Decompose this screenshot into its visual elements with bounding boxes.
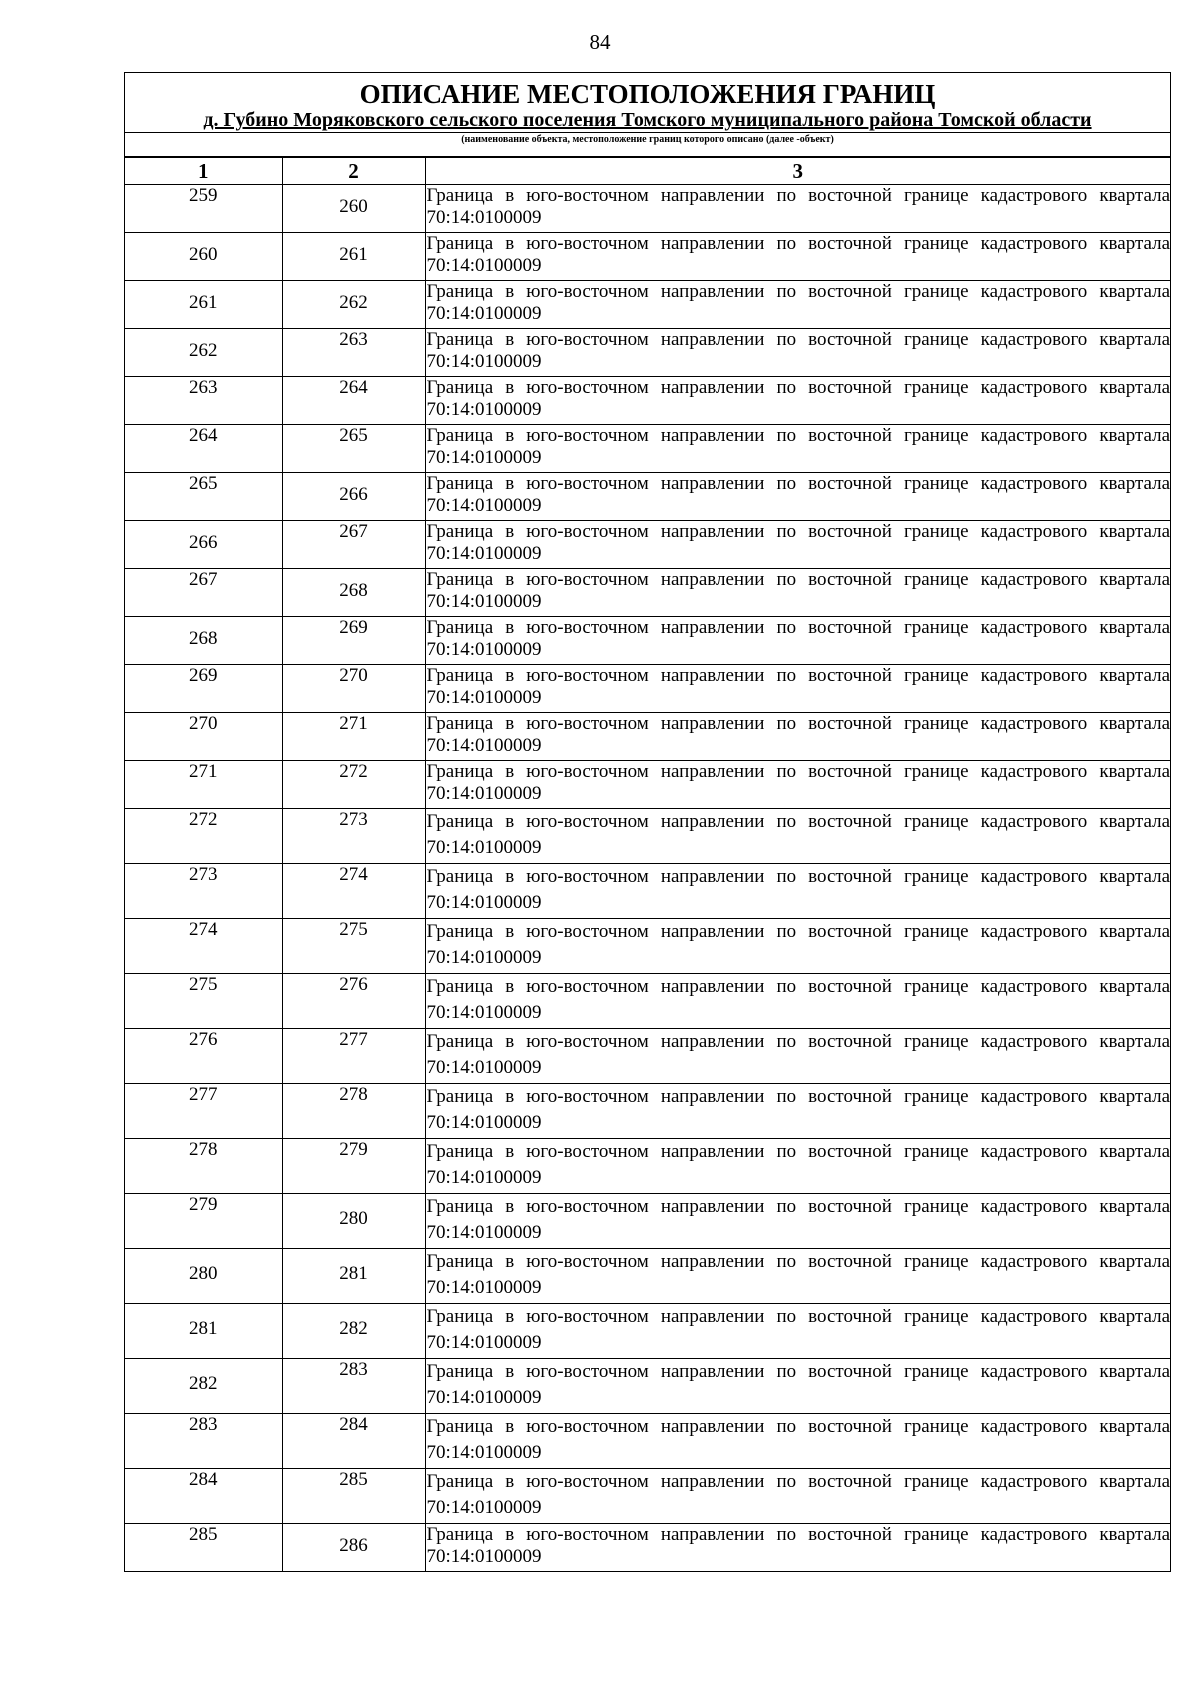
point-to-cell: [282, 1194, 425, 1249]
point-to: 264: [339, 377, 368, 398]
table-row: [125, 665, 1170, 713]
boundary-description-cell: [425, 1029, 1170, 1084]
cadastral-quarter-number: 70:14:0100009: [426, 543, 542, 564]
point-to: 277: [339, 1029, 368, 1050]
point-to-cell: [282, 665, 425, 713]
table-row: [125, 281, 1170, 329]
boundary-description-text: Граница в юго-восточном направлении по восточной границе кадастрового квартала: [426, 425, 1170, 446]
point-to-cell: [282, 617, 425, 665]
point-from-cell: [125, 713, 282, 761]
boundary-description-text: Граница в юго-восточном направлении по восточной границе кадастрового квартала: [426, 1196, 1170, 1217]
boundary-description-cell: [425, 1194, 1170, 1249]
boundary-description-text: Граница в юго-восточном направлении по восточной границе кадастрового квартала: [426, 713, 1170, 734]
table-row: [125, 809, 1170, 864]
boundary-description-cell: [425, 1139, 1170, 1194]
boundary-description-text: Граница в юго-восточном направлении по восточной границе кадастрового квартала: [426, 1524, 1170, 1545]
point-to: 282: [339, 1318, 368, 1339]
boundary-description-cell: [425, 1304, 1170, 1359]
cadastral-quarter-number: 70:14:0100009: [426, 687, 542, 708]
cadastral-quarter-number: 70:14:0100009: [426, 639, 542, 660]
boundary-description-cell: [425, 281, 1170, 329]
table-row: [125, 1029, 1170, 1084]
boundary-description-text: Граница в юго-восточном направлении по восточной границе кадастрового квартала: [426, 1471, 1170, 1492]
point-to: 284: [339, 1414, 368, 1435]
boundary-description-cell: [425, 713, 1170, 761]
boundary-description-cell: [425, 1359, 1170, 1414]
point-from: 281: [189, 1318, 218, 1339]
table-row: [125, 473, 1170, 521]
point-from-cell: [125, 233, 282, 281]
object-name: д. Губино Моряковского сельского поселения Томского муниципального района Томской области: [125, 109, 1170, 133]
point-from: 285: [189, 1524, 218, 1545]
point-from-cell: [125, 281, 282, 329]
point-from: 271: [189, 761, 218, 782]
boundary-description-text: Граница в юго-восточном направлении по восточной границе кадастрового квартала: [426, 185, 1170, 206]
point-from: 275: [189, 974, 218, 995]
point-to-cell: [282, 761, 425, 809]
cadastral-quarter-number: 70:14:0100009: [426, 495, 542, 516]
cadastral-quarter-number: 70:14:0100009: [426, 1497, 542, 1518]
point-to: 283: [339, 1359, 368, 1380]
cadastral-quarter-number: 70:14:0100009: [426, 735, 542, 756]
table-row: [125, 1524, 1170, 1572]
point-from: 269: [189, 665, 218, 686]
boundary-description-cell: [425, 425, 1170, 473]
boundary-description-cell: [425, 1469, 1170, 1524]
cadastral-quarter-number: 70:14:0100009: [426, 1332, 542, 1353]
point-from: 282: [189, 1373, 218, 1394]
boundary-description-cell: [425, 329, 1170, 377]
point-to: 270: [339, 665, 368, 686]
table-row: [125, 761, 1170, 809]
cadastral-quarter-number: 70:14:0100009: [426, 1222, 542, 1243]
point-to-cell: [282, 329, 425, 377]
point-to-cell: [282, 473, 425, 521]
boundary-description-cell: [425, 974, 1170, 1029]
cadastral-quarter-number: 70:14:0100009: [426, 1546, 542, 1567]
point-to-cell: [282, 1084, 425, 1139]
boundary-description-text: Граница в юго-восточном направлении по восточной границе кадастрового квартала: [426, 976, 1170, 997]
point-from-cell: [125, 665, 282, 713]
boundary-description-cell: [425, 864, 1170, 919]
boundary-description-text: Граница в юго-восточном направлении по восточной границе кадастрового квартала: [426, 811, 1170, 832]
cadastral-quarter-number: 70:14:0100009: [426, 947, 542, 968]
table-row: [125, 569, 1170, 617]
point-from-cell: [125, 617, 282, 665]
boundary-description-cell: [425, 809, 1170, 864]
boundary-description-cell: [425, 617, 1170, 665]
table-row: [125, 1304, 1170, 1359]
table-row: [125, 1249, 1170, 1304]
point-from: 261: [189, 292, 218, 313]
boundary-description-text: Граница в юго-восточном направлении по восточной границе кадастрового квартала: [426, 1141, 1170, 1162]
table-row: [125, 919, 1170, 974]
point-from: 265: [189, 473, 218, 494]
boundary-description-text: Граница в юго-восточном направлении по восточной границе кадастрового квартала: [426, 329, 1170, 350]
column-header-2: 2: [282, 158, 425, 185]
cadastral-quarter-number: 70:14:0100009: [426, 892, 542, 913]
point-from-cell: [125, 1469, 282, 1524]
point-to: 263: [339, 329, 368, 350]
table-row: [125, 713, 1170, 761]
table-row: [125, 425, 1170, 473]
point-from-cell: [125, 1139, 282, 1194]
point-to: 276: [339, 974, 368, 995]
cadastral-quarter-number: 70:14:0100009: [426, 303, 542, 324]
point-to: 261: [339, 244, 368, 265]
boundary-table: [125, 157, 1170, 1571]
point-to-cell: [282, 377, 425, 425]
point-to-cell: [282, 233, 425, 281]
cadastral-quarter-number: 70:14:0100009: [426, 1112, 542, 1133]
point-to-cell: [282, 1139, 425, 1194]
point-from: 266: [189, 532, 218, 553]
point-from-cell: [125, 1084, 282, 1139]
cadastral-quarter-number: 70:14:0100009: [426, 399, 542, 420]
boundary-description-cell: [425, 1414, 1170, 1469]
boundary-description-text: Граница в юго-восточном направлении по восточной границе кадастрового квартала: [426, 1416, 1170, 1437]
boundary-description-text: Граница в юго-восточном направлении по восточной границе кадастрового квартала: [426, 1361, 1170, 1382]
boundary-description-cell: [425, 665, 1170, 713]
table-body: [125, 185, 1170, 1572]
point-from-cell: [125, 1414, 282, 1469]
table-row: [125, 864, 1170, 919]
table-row: [125, 233, 1170, 281]
boundary-description-text: Граница в юго-восточном направлении по восточной границе кадастрового квартала: [426, 866, 1170, 887]
boundary-description-text: Граница в юго-восточном направлении по восточной границе кадастрового квартала: [426, 377, 1170, 398]
cadastral-quarter-number: 70:14:0100009: [426, 1057, 542, 1078]
point-from: 270: [189, 713, 218, 734]
point-to-cell: [282, 1304, 425, 1359]
point-from-cell: [125, 864, 282, 919]
cadastral-quarter-number: 70:14:0100009: [426, 1167, 542, 1188]
cadastral-quarter-number: 70:14:0100009: [426, 783, 542, 804]
point-from: 259: [189, 185, 218, 206]
boundary-description-cell: [425, 1249, 1170, 1304]
table-row: [125, 1139, 1170, 1194]
boundary-description-text: Граница в юго-восточном направлении по восточной границе кадастрового квартала: [426, 1086, 1170, 1107]
point-from-cell: [125, 377, 282, 425]
point-to: 272: [339, 761, 368, 782]
boundary-description-text: Граница в юго-восточном направлении по восточной границе кадастрового квартала: [426, 761, 1170, 782]
point-from-cell: [125, 809, 282, 864]
point-from-cell: [125, 185, 282, 233]
boundary-description-text: Граница в юго-восточном направлении по восточной границе кадастрового квартала: [426, 233, 1170, 254]
point-from-cell: [125, 329, 282, 377]
point-to: 275: [339, 919, 368, 940]
point-from: 272: [189, 809, 218, 830]
boundary-description-cell: [425, 377, 1170, 425]
point-to: 260: [339, 196, 368, 217]
cadastral-quarter-number: 70:14:0100009: [426, 351, 542, 372]
point-to-cell: [282, 185, 425, 233]
point-to: 271: [339, 713, 368, 734]
table-row: [125, 974, 1170, 1029]
point-from: 260: [189, 244, 218, 265]
point-from: 262: [189, 340, 218, 361]
point-to-cell: [282, 974, 425, 1029]
point-from: 268: [189, 628, 218, 649]
boundary-description-text: Граница в юго-восточном направлении по восточной границе кадастрового квартала: [426, 1306, 1170, 1327]
boundary-description-text: Граница в юго-восточном направлении по восточной границе кадастрового квартала: [426, 569, 1170, 590]
point-from-cell: [125, 521, 282, 569]
cadastral-quarter-number: 70:14:0100009: [426, 1387, 542, 1408]
point-from: 276: [189, 1029, 218, 1050]
object-name-caption: (наименование объекта, местоположение границ которого описано (далее -объект): [125, 133, 1170, 157]
point-from: 284: [189, 1469, 218, 1490]
cadastral-quarter-number: 70:14:0100009: [426, 1277, 542, 1298]
point-to: 286: [339, 1535, 368, 1556]
table-row: [125, 1414, 1170, 1469]
point-to-cell: [282, 864, 425, 919]
boundary-description-form: [124, 72, 1171, 1572]
point-from-cell: [125, 473, 282, 521]
boundary-description-cell: [425, 521, 1170, 569]
table-row: [125, 1359, 1170, 1414]
boundary-description-text: Граница в юго-восточном направлении по восточной границе кадастрового квартала: [426, 521, 1170, 542]
point-from-cell: [125, 1304, 282, 1359]
point-to-cell: [282, 1029, 425, 1084]
point-from: 273: [189, 864, 218, 885]
boundary-description-cell: [425, 185, 1170, 233]
point-from: 279: [189, 1194, 218, 1215]
table-row: [125, 329, 1170, 377]
document-title: ОПИСАНИЕ МЕСТОПОЛОЖЕНИЯ ГРАНИЦ: [359, 79, 936, 109]
cadastral-quarter-number: 70:14:0100009: [426, 837, 542, 858]
point-to: 267: [339, 521, 368, 542]
point-to-cell: [282, 1469, 425, 1524]
column-header-1: 1: [125, 158, 282, 185]
table-row: [125, 1194, 1170, 1249]
cadastral-quarter-number: 70:14:0100009: [426, 447, 542, 468]
page-number: 84: [589, 30, 611, 54]
point-to-cell: [282, 569, 425, 617]
point-to-cell: [282, 425, 425, 473]
point-from: 264: [189, 425, 218, 446]
table-row: [125, 185, 1170, 233]
point-to-cell: [282, 1249, 425, 1304]
point-to: 285: [339, 1469, 368, 1490]
point-from-cell: [125, 1029, 282, 1084]
boundary-description-text: Граница в юго-восточном направлении по восточной границе кадастрового квартала: [426, 1251, 1170, 1272]
cadastral-quarter-number: 70:14:0100009: [426, 1442, 542, 1463]
boundary-description-cell: [425, 233, 1170, 281]
point-from-cell: [125, 425, 282, 473]
point-to: 273: [339, 809, 368, 830]
boundary-description-text: Граница в юго-восточном направлении по восточной границе кадастрового квартала: [426, 665, 1170, 686]
point-from-cell: [125, 1359, 282, 1414]
column-header-3: 3: [425, 158, 1170, 185]
point-from: 274: [189, 919, 218, 940]
point-from-cell: [125, 974, 282, 1029]
point-to: 269: [339, 617, 368, 638]
boundary-description-text: Граница в юго-восточном направлении по восточной границе кадастрового квартала: [426, 473, 1170, 494]
cadastral-quarter-number: 70:14:0100009: [426, 591, 542, 612]
point-to: 281: [339, 1263, 368, 1284]
boundary-description-text: Граница в юго-восточном направлении по восточной границе кадастрового квартала: [426, 281, 1170, 302]
boundary-description-cell: [425, 919, 1170, 974]
point-to-cell: [282, 281, 425, 329]
table-row: [125, 521, 1170, 569]
point-to-cell: [282, 1414, 425, 1469]
cadastral-quarter-number: 70:14:0100009: [426, 207, 542, 228]
point-from-cell: [125, 761, 282, 809]
point-from: 280: [189, 1263, 218, 1284]
boundary-description-text: Граница в юго-восточном направлении по восточной границе кадастрового квартала: [426, 1031, 1170, 1052]
point-from-cell: [125, 569, 282, 617]
boundary-description-text: Граница в юго-восточном направлении по восточной границе кадастрового квартала: [426, 921, 1170, 942]
point-to-cell: [282, 1524, 425, 1572]
point-from-cell: [125, 1524, 282, 1572]
point-to: 280: [339, 1208, 368, 1229]
point-from-cell: [125, 919, 282, 974]
point-to-cell: [282, 713, 425, 761]
point-to-cell: [282, 809, 425, 864]
table-row: [125, 617, 1170, 665]
boundary-description-cell: [425, 569, 1170, 617]
table-row: [125, 377, 1170, 425]
point-to: 268: [339, 580, 368, 601]
point-from-cell: [125, 1194, 282, 1249]
point-to-cell: [282, 521, 425, 569]
point-from-cell: [125, 1249, 282, 1304]
point-to: 274: [339, 864, 368, 885]
table-row: [125, 1084, 1170, 1139]
point-from: 267: [189, 569, 218, 590]
table-header-row: [125, 158, 1170, 185]
point-to: 266: [339, 484, 368, 505]
point-to: 265: [339, 425, 368, 446]
cadastral-quarter-number: 70:14:0100009: [426, 1002, 542, 1023]
boundary-description-cell: [425, 1084, 1170, 1139]
boundary-description-text: Граница в юго-восточном направлении по восточной границе кадастрового квартала: [426, 617, 1170, 638]
point-to: 278: [339, 1084, 368, 1105]
point-to: 262: [339, 292, 368, 313]
boundary-description-cell: [425, 761, 1170, 809]
point-from: 263: [189, 377, 218, 398]
point-from: 283: [189, 1414, 218, 1435]
boundary-description-cell: [425, 1524, 1170, 1572]
point-to-cell: [282, 919, 425, 974]
boundary-description-cell: [425, 473, 1170, 521]
point-from: 277: [189, 1084, 218, 1105]
table-row: [125, 1469, 1170, 1524]
cadastral-quarter-number: 70:14:0100009: [426, 255, 542, 276]
point-to-cell: [282, 1359, 425, 1414]
point-from: 278: [189, 1139, 218, 1160]
point-to: 279: [339, 1139, 368, 1160]
